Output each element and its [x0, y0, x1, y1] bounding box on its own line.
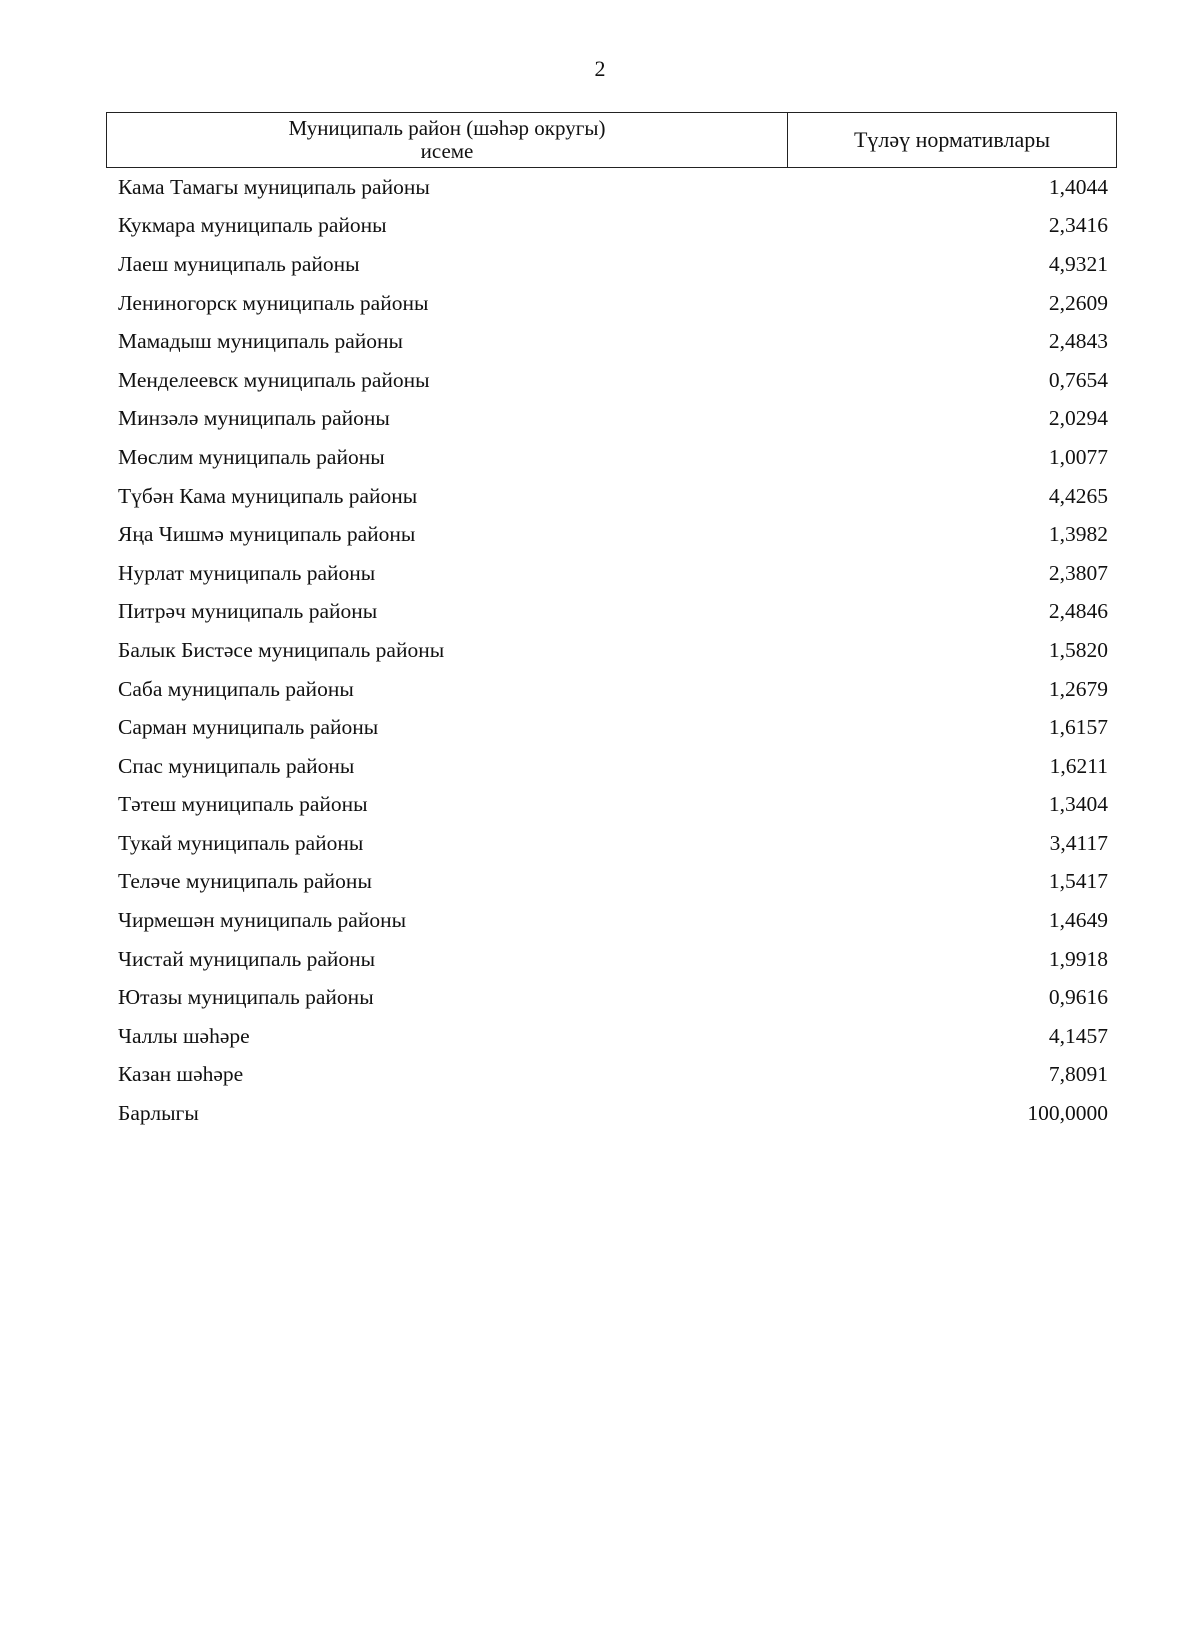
table-row [118, 863, 1108, 902]
district-name: Мөслим муниципаль районы [118, 444, 385, 469]
district-name: Ютазы муниципаль районы [118, 985, 374, 1010]
header-district-name [107, 113, 788, 167]
table-row [118, 978, 1108, 1017]
table-row [118, 515, 1108, 554]
table-row [118, 322, 1108, 361]
payment-standard-value: 1,6211 [1049, 753, 1108, 778]
district-name: Чистай муниципаль районы [118, 946, 376, 971]
table-row [118, 786, 1108, 825]
district-name: Саба муниципаль районы [118, 676, 354, 701]
district-name: Лениногорск муниципаль районы [118, 290, 429, 315]
header-district-name-line2: исеме [420, 139, 474, 163]
district-name: Питрәч муниципаль районы [118, 599, 378, 624]
payment-standard-value: 100,0000 [1027, 1101, 1108, 1126]
district-name: Сарман муниципаль районы [118, 715, 379, 740]
district-name: Кукмара муниципаль районы [118, 213, 387, 238]
table-row [118, 940, 1108, 979]
district-name: Мамадыш муниципаль районы [118, 329, 404, 354]
table-row [118, 747, 1108, 786]
table-row [118, 168, 1108, 207]
payment-standard-value: 1,4044 [1048, 174, 1108, 199]
payment-standard-value: 2,2609 [1048, 290, 1108, 315]
payment-standard-value: 2,3807 [1048, 560, 1108, 585]
district-name: Чаллы шәһәре [118, 1023, 250, 1048]
payment-standard-value: 1,5820 [1048, 637, 1108, 662]
table-row [118, 361, 1108, 400]
table-row [118, 901, 1108, 940]
district-name: Түбән Кама муниципаль районы [118, 483, 418, 508]
table-row [118, 400, 1108, 439]
district-name: Менделеевск муниципаль районы [118, 367, 430, 392]
table-row [118, 1056, 1108, 1095]
table-row [118, 631, 1108, 670]
district-name: Яңа Чишмә муниципаль районы [118, 522, 416, 547]
payment-standard-value: 2,4846 [1048, 599, 1108, 624]
table-row [118, 554, 1108, 593]
district-name: Балык Бистәсе муниципаль районы [118, 637, 445, 662]
payment-standard-value: 3,4117 [1049, 830, 1108, 855]
payment-standard-value: 4,1457 [1048, 1023, 1108, 1048]
header-district-name-line1: Муниципаль район (шәһәр округы) [288, 116, 606, 140]
table-row [118, 708, 1108, 747]
district-name: Барлыгы [118, 1101, 199, 1126]
payment-standard-value: 2,3416 [1048, 213, 1108, 238]
table-row [118, 438, 1108, 477]
district-name: Теләче муниципаль районы [118, 869, 372, 894]
payment-standard-value: 2,0294 [1048, 406, 1108, 431]
payment-standard-value: 1,2679 [1048, 676, 1108, 701]
table-row [118, 284, 1108, 323]
payment-standard-value: 1,9918 [1048, 946, 1108, 971]
payment-standard-value: 1,6157 [1048, 715, 1108, 740]
payment-standard-value: 1,3982 [1048, 522, 1108, 547]
payment-standard-value: 0,9616 [1048, 985, 1108, 1010]
district-name: Лаеш муниципаль районы [118, 251, 360, 276]
district-name: Тәтеш муниципаль районы [118, 792, 368, 817]
payment-standard-value: 1,4649 [1048, 908, 1108, 933]
payment-standard-value: 2,4843 [1048, 329, 1108, 354]
page-number: 2 [594, 56, 606, 81]
district-name: Чирмешән муниципаль районы [118, 908, 407, 933]
payment-standard-value: 1,0077 [1048, 444, 1108, 469]
table-body [118, 168, 1108, 1133]
payment-standard-value: 1,3404 [1048, 792, 1108, 817]
table-row [118, 207, 1108, 246]
table-header [106, 112, 1117, 168]
payment-standard-value: 0,7654 [1048, 367, 1108, 392]
total-row [118, 1094, 1108, 1133]
payment-standard-value: 4,9321 [1048, 251, 1108, 276]
district-name: Спас муниципаль районы [118, 753, 355, 778]
district-name: Минзәлә муниципаль районы [118, 406, 390, 431]
payment-standard-value: 1,5417 [1048, 869, 1108, 894]
district-name: Нурлат муниципаль районы [118, 560, 376, 585]
header-payment-standards: Түләү нормативлары [853, 127, 1051, 152]
table-row [118, 824, 1108, 863]
table-row [118, 593, 1108, 632]
district-name: Кама Тамагы муниципаль районы [118, 174, 430, 199]
payment-standard-value: 4,4265 [1048, 483, 1108, 508]
district-name: Тукай муниципаль районы [118, 830, 364, 855]
table-row [118, 670, 1108, 709]
table-row [118, 1017, 1108, 1056]
table-row [118, 245, 1108, 284]
table-row [118, 477, 1108, 516]
district-name: Казан шәһәре [118, 1062, 244, 1087]
payment-standard-value: 7,8091 [1048, 1062, 1108, 1087]
